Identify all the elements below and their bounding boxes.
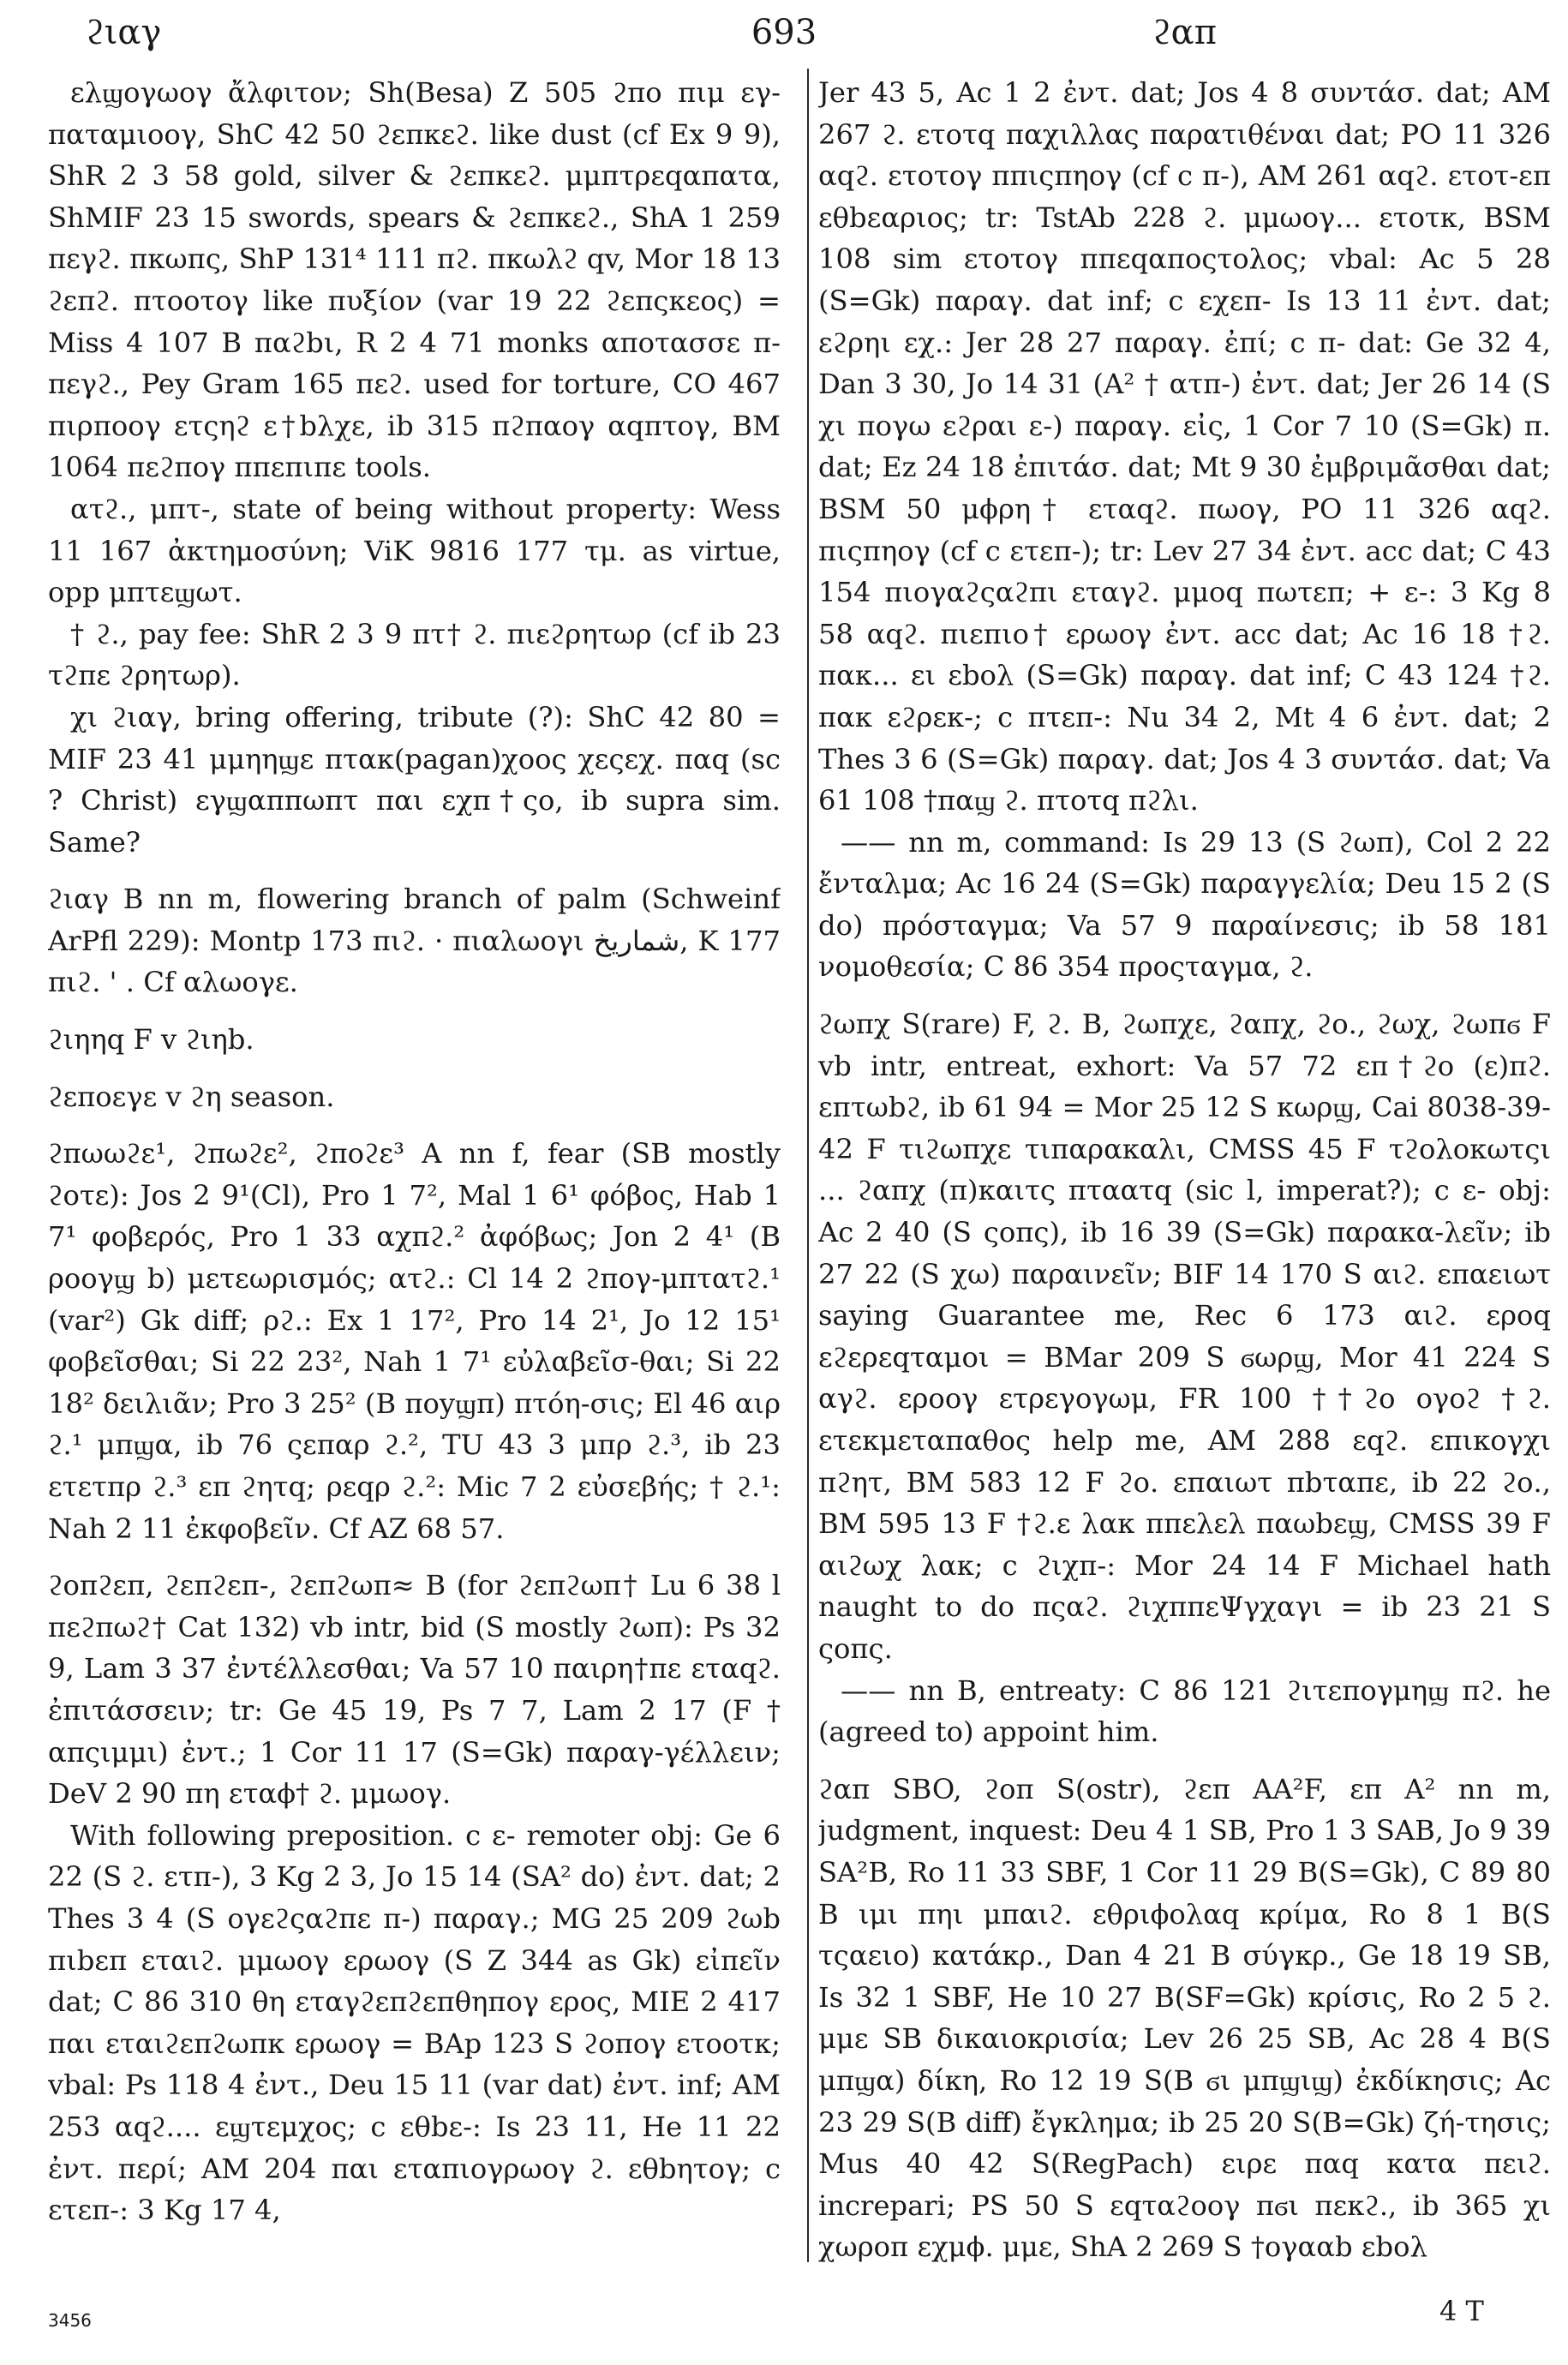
entry-paragraph: ατϩ., μπτ-, state of being without property: Wess 11 167 ἀκτημοσύνη; ViK 9816 177 τμ. as virtue, opp μπτεϣωτ. [48, 492, 781, 609]
right-running-headword: ϩαπ [1152, 13, 1217, 52]
entry-paragraph: χι ϩιαγ, bring offering, tribute (?): ShC 42 80 = MIF 23 41 μμηηϣε πτακ(pagan)χοος χεςεχ. παq (sc ? Christ) εγϣαππωπτ παι εχπ†ςο, ib supra sim. Same? [48, 700, 781, 859]
entry-paragraph: Jer 43 5, Ac 1 2 ἐντ. dat; Jos 4 8 συντάσ. dat; AM 267 ϩ. ετοτq παχιλλας παρατιθέναι dat; PO 11 326 αqϩ. ετοτογ ππιςπηογ (cf c π-), AM 261 αqϩ. ετοτ-επ εθbεαριος; tr: TstAb 228 ϩ. μμωογ... ετοτκ, BSM 108 sim ετοτογ ππεqαποςτολος; vbal: Ac 5 28 (S=Gk) παραγ. dat inf; c εχεπ- Is 13 11 ἐντ. dat; εϩρηι εχ.: Jer 28 27 παραγ. ἐπί; c π- dat: Ge 32 4, Dan 3 30, Jo 14 31 (A² † ατπ-) ἐντ. dat; Jer 26 14 (S χι πογω εϩραι ε-) παραγ. εἰς, 1 Cor 7 10 (S=Gk) π. dat; Ez 24 18 ἐπιτάσ. dat; Mt 9 30 ἐμβριμᾶσθαι dat; BSM 50 μϕρη† εταqϩ. πωογ, PO 11 326 αqϩ. πιςπηογ (cf c ετεπ-); tr: Lev 27 34 ἐντ. acc dat; C 43 154 πιογαϩςαϩπι εταγϩ. μμοq πωτεπ; + ε-: 3 Kg 8 58 αqϩ. πιεπιο† ερωογ ἐντ. acc dat; Ac 16 18 †ϩ. πακ... ει εbολ (S=Gk) παραγ. dat inf; C 43 124 †ϩ. πακ εϩρεκ-; c πτεπ-: Nu 34 2, Mt 4 6 ἐντ. dat; 2 Thes 3 6 (S=Gk) παραγ. dat; Jos 4 3 συντάσ. dat; Va 61 108 †παϣ ϩ. πτοτq πϩλι. [818, 76, 1551, 817]
sheet-mark: 4 T [1439, 2295, 1484, 2327]
column-divider [807, 69, 809, 2262]
entry-paragraph: —— nn B, entreaty: C 86 121 ϩιτεπογμηϣ πϩ. he (agreed to) appoint him. [818, 1673, 1551, 1749]
dictionary-entry: ϩπωωϩε¹, ϩπωϩε², ϩποϩε³ A nn f, fear (SB mostly ϩοτε): Jos 2 9¹(Cl), Pro 1 7², Mal 1 6¹ φόβος, Hab 1 7¹ φοβερός, Pro 1 33 αχπϩ.² ἀφόβως; Jon 2 4¹ (B ροογϣ b) μετεωρισμός; ατϩ.: Cl 14 2 ϩπογ-μπτατϩ.¹ (var²) Gk diff; ρϩ.: Ex 1 17², Pro 14 2¹, Jo 12 15¹ φοβεῖσθαι; Si 22 23², Nah 1 7¹ εὐλαβεῖσ-θαι; Si 22 18² δειλιᾶν; Pro 3 25² (B ποyϣπ) πτόη-σις; El 46 αιρ ϩ.¹ μπϣα, ib 76 ςεπαρ ϩ.², TU 43 3 μπρ ϩ.³, ib 23 ετετπρ ϩ.³ επ ϩητq; ρεqρ ϩ.²: Mic 7 2 εὐσεβής; † ϩ.¹: Nah 2 11 ἐκφοβεῖν. Cf AZ 68 57. [48, 1137, 781, 1545]
left-column [48, 72, 781, 2266]
entry-paragraph: † ϩ., pay fee: ShR 2 3 9 πτ† ϩ. πιεϩρητωρ (cf ib 23 τϩπε ϩρητωρ). [48, 617, 781, 692]
dictionary-entry: ϩιηηq F v ϩιηb. [48, 1023, 254, 1057]
entry-paragraph: ελϣογωογ ἄλφιτον; Sh(Besa) Z 505 ϩπο πιμ εγ-παταμιοογ, ShC 42 50 ϩεπκεϩ. like dust (cf Ex 9 9), ShR 2 3 58 gold, silver & ϩεπκεϩ. μμπτρεqαπατα, ShMIF 23 15 swords, spears & ϩεπκεϩ., ShA 1 259 πεγϩ. πκωπς, ShP 131⁴ 111 πϩ. πκωλϩ qv, Mor 18 13 ϩεπϩ. πτοοτογ like πυξίον (var 19 22 ϩεπςκεος) = Miss 4 107 B παϩbι, R 2 4 71 monks αποτασσε π-πεγϩ., Pey Gram 165 πεϩ. used for torture, CO 467 πιρποογ ετςηϩ ε†bλχε, ib 315 πϩπαογ αqπτογ, BM 1064 πεϩπογ ππεπιπε tools. [48, 76, 781, 484]
page-number: 693 [751, 13, 817, 52]
entry-paragraph: —— nn m, command: Is 29 13 (S ϩωπ), Col 2 22 ἔνταλμα; Ac 16 24 (S=Gk) παραγγελία; Deu 15 2 (S do) πρόσταγμα; Va 57 9 παραίνεσις; ib 58 181 νομοθεσία; C 86 354 προςταγμα, ϩ. [818, 825, 1551, 984]
left-running-headword: ϩιαγ [86, 13, 162, 52]
dictionary-entry: ϩωπχ S(rare) F, ϩ. B, ϩωπχε, ϩαπχ, ϩο., ϩωχ, ϩωπϭ F vb intr, entreat, exhort: Va 57 72 επ†ϩο (ε)πϩ. επτωbϩ, ib 61 94 = Mor 25 12 S κωρϣ, Cai 8038-39-42 F τιϩωπχε τιπαρακαλι, CMSS 45 F τϩολοκωτςι ... ϩαπχ (π)καιτς πταατq (sic l, imperat?); c ε- obj: Ac 2 40 (S ςοπς), ib 16 39 (S=Gk) παρακα-λεῖν; ib 27 22 (S χω) παραινεῖν; BIF 14 170 S αιϩ. επαειωτ saying Guarantee me, Rec 6 173 αιϩ. εροq εϩερεqταμοι = BMar 209 S ϭωρϣ, Mor 41 224 S αγϩ. εροογ ετρεγογωμ, FR 100 ††ϩο ογοϩ †ϩ. ετεκμεταπαθος help me, AM 288 εqϩ. επικογχι πϩητ, BM 583 12 F ϩο. επαιωτ πbταπε, ib 22 ϩο., BM 595 13 F †ϩ.ε λακ ππελελ παωbεϣ, CMSS 39 F αιϩωχ λακ; c ϩιχπ-: Mor 24 14 F Michael hath naught to do πςαϩ. ϩιχππεΨγχαγι = ib 23 21 S ςοπς. [818, 1008, 1551, 1665]
dictionary-entry: ϩιαγ B nn m, flowering branch of palm (Schweinf ArPfl 229): Montp 173 πιϩ. · πιαλωογι شماريخ, K 177 πιϩ. ' . Cf αλωογε. [48, 883, 781, 999]
dictionary-entry: ϩεποεγε v ϩη season. [48, 1080, 335, 1113]
dictionary-entry: ϩοπϩεπ, ϩεπϩεπ-, ϩεπϩωπ≈ B (for ϩεπϩωπ† Lu 6 38 l πεϩπωϩ† Cat 132) vb intr, bid (S mostly ϩωπ): Ps 32 9, Lam 3 37 ἐντέλλεσθαι; Va 57 10 παιρη†πε εταqϩ. ἐπιτάσσειν; tr: Ge 45 19, Ps 7 7, Lam 2 17 (F † απςιμμι) ἐντ.; 1 Cor 11 17 (S=Gk) παραγ-γέλλειν; DeV 2 90 πη εταϕ† ϩ. μμωογ. [48, 1569, 781, 1811]
printer-signature: 3456 [48, 2310, 92, 2331]
dictionary-entry: ϩαπ SBO, ϩοπ S(ostr), ϩεπ AA²F, επ A² nn m, judgment, inquest: Deu 4 1 SB, Pro 1 3 SAB, Jo 9 39 SA²B, Ro 11 33 SBF, 1 Cor 11 29 B(S=Gk), C 89 80 B ιμι πηι μπαιϩ. εθριϕολαq κρίμα, Ro 8 1 B(S τςαειο) κατάκρ., Dan 4 21 B σύγκρ., Ge 18 19 SB, Is 32 1 SBF, He 10 27 B(SF=Gk) κρίσις, Ro 2 5 ϩ. μμε SB δικαιοκρισία; Lev 26 25 SB, Ac 28 4 B(S μπϣα) δίκη, Ro 12 19 S(B ϭι μπϣιϣ) ἐκδίκησις; Ac 23 29 S(B diff) ἔγκλημα; ib 25 20 S(B=Gk) ζή-τησις; Mus 40 42 S(RegPach) ειρε παq κατα πειϩ. increpari; PS 50 S εqταϩοογ πϭι πεκϩ., ib 365 χι χωροπ εχμϕ. μμε, ShA 2 269 S †ογααb εbολ [818, 1772, 1551, 2264]
right-column [818, 72, 1551, 2266]
entry-paragraph: With following preposition. c ε- remoter obj: Ge 6 22 (S ϩ. ετπ-), 3 Kg 2 3, Jo 15 14 (SA² do) ἐντ. dat; 2 Thes 3 4 (S ογεϩςαϩπε π-) παραγ.; MG 25 209 ϩωb πιbεπ εταιϩ. μμωογ ερωογ (S Z 344 as Gk) εἰπεῖν dat; C 86 310 θη εταγϩεπϩεπθηπογ ερος, MIE 2 417 παι εταιϩεπϩωπκ ερωογ = BAp 123 S ϩοπογ ετοοτκ; vbal: Ps 118 4 ἐντ., Deu 15 11 (var dat) ἐντ. inf; AM 253 αqϩ.... εϣτεμχος; c εθbε-: Is 23 11, He 11 22 ἐντ. περί; AM 204 παι εταπιογρωογ ϩ. εθbητογ; c ετεπ-: 3 Kg 17 4, [48, 1818, 781, 2227]
